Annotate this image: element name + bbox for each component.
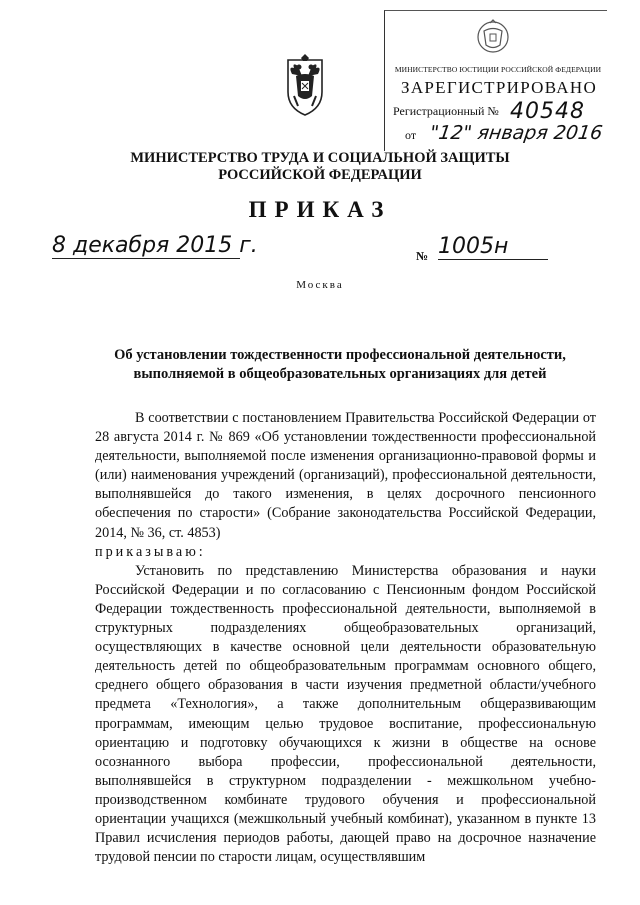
order-subject <box>100 346 580 384</box>
order-word: приказываю: <box>95 543 206 560</box>
ministry-line-1: МИНИСТЕРСТВО ТРУДА И СОЦИАЛЬНОЙ ЗАЩИТЫ <box>130 150 510 166</box>
stamp-reg-label: Регистрационный № <box>393 104 499 118</box>
stamp-date-value: "12" января 2016 <box>428 122 604 144</box>
body-paragraph-1: В соответствии с постановлением Правительства Российской Федерации от 28 августа 2014 г. № 869 «Об установлении тождественности профессиональной деятельности, выполняемой после изменения организационно-правовой формы и (или) наименования учреждений (организаций), профессиональной деятельности, выполнявшейся до такого изменения, в целях досрочного пенсионного обеспечения по старости» (Собрание законодательства Российской Федерации, 2014, № 36, ст. 4853) <box>95 410 596 541</box>
registration-stamp <box>384 10 607 151</box>
body-paragraph-2: Установить по представлению Министерства образования и науки Российской Федерации и по согласованию с Пенсионным фондом Российской Федерации тождественность профессиональной деятельности, выполняемой в структурных подразделениях общеобразовательных организаций, осуществляющих в качестве основной цели деятельности образовательную деятельность детей по общеобразовательным программам основного общего, среднего общего образования в части изучения предметной области/учебного предмета «Технология», а также дополнительным общеразвивающим программам, имеющим целью трудовое воспитание, профессиональную ориентацию и подготовку обучающихся к жизни в обществе на основе осознанного выбора профессии, профессиональной деятельности, выполнявшейся в структурном подразделении - межшкольном учебно-производственном комбинате трудового обучения и профессиональной ориентации учащихся (межшкольный учебный комбинат), указанном в пункте 13 Правил исчисления периодов работы, дающей право на досрочное назначение трудовой пенсии по старости лицам, осуществлявшим <box>95 562 596 866</box>
coat-of-arms-icon <box>282 52 328 118</box>
ministry-line-2: РОССИЙСКОЙ ФЕДЕРАЦИИ <box>218 167 422 183</box>
order-number-label: № <box>416 249 429 263</box>
order-date: 8 декабря 2015 г. <box>52 233 258 258</box>
stamp-emblem-icon <box>475 17 511 59</box>
city: Москва <box>296 279 344 291</box>
order-title: ПРИКАЗ <box>248 197 392 222</box>
order-number: 1005н <box>438 234 548 260</box>
stamp-registered: ЗАРЕГИСТРИРОВАНО <box>401 78 598 97</box>
stamp-reg-number: 40548 <box>510 99 585 124</box>
stamp-ministry: МИНИСТЕРСТВО ЮСТИЦИИ РОССИЙСКОЙ ФЕДЕРАЦИИ <box>394 65 602 74</box>
stamp-date-label: от <box>405 128 417 142</box>
order-body <box>95 409 596 867</box>
subject-line-2: выполняемой в общеобразовательных организациях для детей <box>133 366 547 382</box>
ministry-title <box>100 150 540 184</box>
subject-line-1: Об установлении тождественности профессиональной деятельности, <box>114 347 566 363</box>
